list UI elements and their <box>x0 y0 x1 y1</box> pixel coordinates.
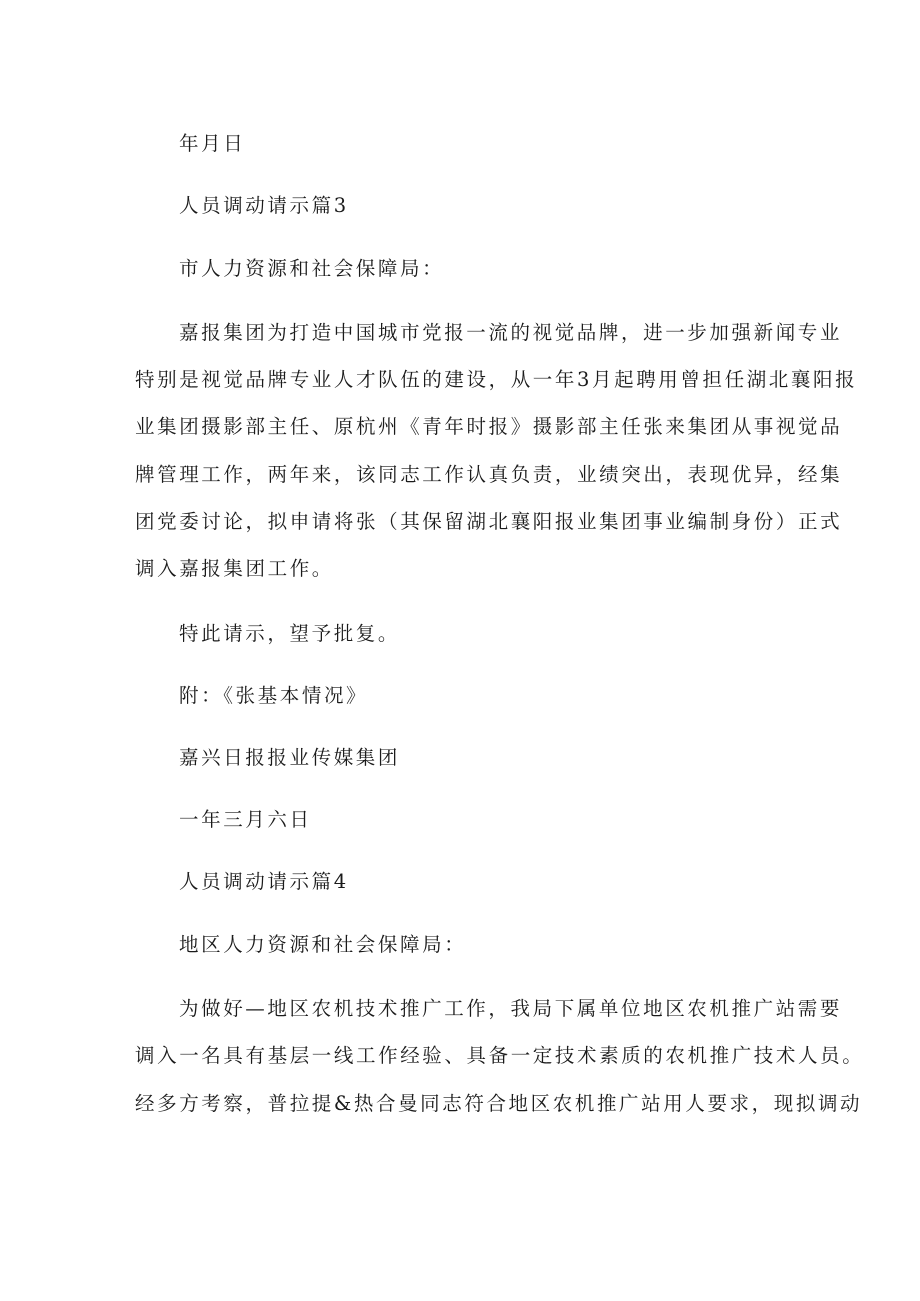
section3-body-line: 牌管理工作，两年来，该同志工作认真负责，业绩突出，表现优异，经集 <box>135 463 843 486</box>
section3-body-line: 特别是视觉品牌专业人才队伍的建设，从一年3月起聘用曾担任湖北襄阳报 <box>135 368 858 391</box>
section3-signature-org: 嘉兴日报报业传媒集团 <box>179 746 401 769</box>
section3-body-line: 业集团摄影部主任、原杭州《青年时报》摄影部主任张来集团从事视觉品 <box>135 415 843 438</box>
section3-signature-date: 一年三月六日 <box>179 808 312 831</box>
section3-closing: 特此请示，望予批复。 <box>179 622 401 645</box>
date-placeholder: 年月日 <box>179 132 246 155</box>
section4-body-line: 调入一名具有基层一线工作经验、具备一定技术素质的农机推广技术人员。 <box>135 1044 865 1067</box>
section4-body-line: 为做好—地区农机技术推广工作，我局下属单位地区农机推广站需要 <box>179 997 843 1020</box>
section3-body-line: 调入嘉报集团工作。 <box>135 557 334 580</box>
section3-heading: 人员调动请示篇3 <box>179 194 349 217</box>
section3-body-line: 嘉报集团为打造中国城市党报一流的视觉品牌，进一步加强新闻专业 <box>179 321 843 344</box>
section4-body-line: 经多方考察，普拉提&热合曼同志符合地区农机推广站用人要求，现拟调动 <box>135 1092 863 1115</box>
section4-heading: 人员调动请示篇4 <box>179 870 349 893</box>
section3-attachment: 附：《张基本情况》 <box>179 684 369 707</box>
section3-addressee: 市人力资源和社会保障局： <box>179 257 445 280</box>
section4-addressee: 地区人力资源和社会保障局： <box>179 933 467 956</box>
section3-body-line: 团党委讨论，拟申请将张（其保留湖北襄阳报业集团事业编制身份）正式 <box>135 510 843 533</box>
